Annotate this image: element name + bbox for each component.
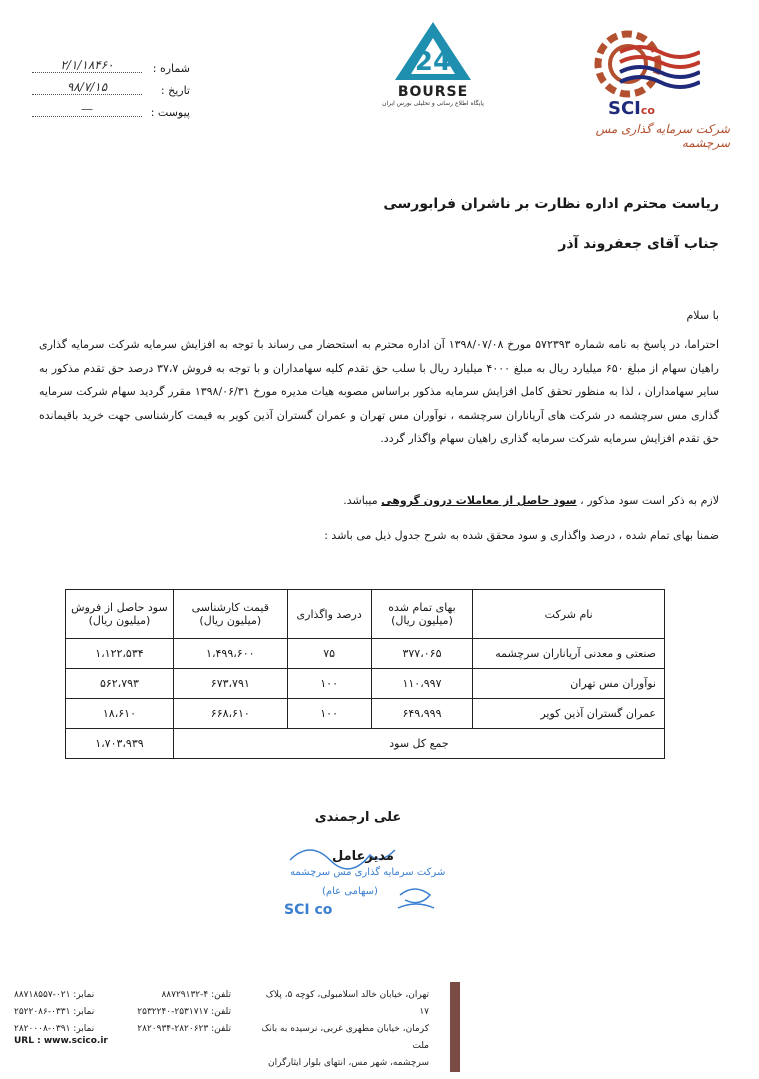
table-row	[66, 699, 665, 729]
cell-cost: ۱۱۰،۹۹۷	[371, 669, 473, 699]
cell-percent: ۱۰۰	[287, 699, 371, 729]
col-profit: سود حاصل از فروش (میلیون ریال)	[66, 590, 174, 639]
table-row	[66, 669, 665, 699]
cell-profit: ۵۶۲،۷۹۳	[66, 669, 174, 699]
total-row	[66, 729, 665, 759]
sci-text: SCIco	[608, 98, 655, 119]
letter-meta	[30, 58, 190, 128]
total-label: جمع کل سود	[173, 729, 664, 759]
footer-fax-kerman: نمابر: ۰۳۳۱-۲۵۲۲۰۸۶	[14, 1007, 95, 1017]
addressee-name: جناب آقای جعفروند آذر	[558, 236, 719, 252]
footer-url: URL : www.scico.ir	[14, 1036, 108, 1046]
col-percent: درصد واگذاری	[287, 590, 371, 639]
number-value: ۲/۱/۱۸۴۶۰	[32, 58, 142, 73]
signer-name: علی ارجمندی	[314, 810, 402, 825]
footer-phones	[137, 987, 231, 1038]
footer-addresses	[259, 987, 429, 1072]
table-row	[66, 639, 665, 669]
gear-wave-icon	[590, 22, 700, 102]
addressee-title: ریاست محترم اداره نظارت بر ناشران فرابورسی	[383, 196, 719, 212]
svg-text:24: 24	[414, 47, 452, 77]
greeting: با سلام	[686, 309, 719, 322]
col-company: نام شرکت	[473, 590, 665, 639]
total-value: ۱،۷۰۳،۹۳۹	[66, 729, 174, 759]
footer-divider	[450, 982, 460, 1072]
bourse-triangle-icon	[393, 20, 473, 82]
stamp-logo: SCI co	[284, 902, 333, 918]
footer-phone-sarcheshmeh: تلفن: ۲۸۲۰۶۲۳-۲۸۲۰۹۳۴	[137, 1024, 231, 1034]
footer-address-tehran: تهران، خیابان خالد اسلامبولی، کوچه ۵، پلاک ۱۷	[265, 990, 429, 1017]
footer-fax-sarcheshmeh: نمابر: ۰۳۹۱-۲۸۲۰۰۰۸	[14, 1024, 95, 1034]
sci-persian-name: شرکت سرمایه گذاری مس سرچشمه	[595, 122, 730, 150]
signer-role: مدیرعامل	[332, 849, 394, 864]
cell-expert: ۱،۴۹۹،۶۰۰	[173, 639, 287, 669]
stamp-company: شرکت سرمایه گذاری مس سرچشمه	[290, 867, 446, 878]
footer-address-sarcheshmeh: سرچشمه، شهر مس، انتهای بلوار ایثارگران	[268, 1058, 429, 1068]
cell-company: صنعتی و معدنی آریاناران سرچشمه	[473, 639, 665, 669]
table-intro: ضمنا بهای تمام شده ، درصد واگذاری و سود محقق شده به شرح جدول ذیل می باشد :	[324, 529, 719, 542]
cell-cost: ۳۷۷،۰۶۵	[371, 639, 473, 669]
footer-fax-tehran: نمابر: ۰۲۱-۸۸۷۱۸۵۵۷	[14, 990, 95, 1000]
col-expert: قیمت کارشناسی (میلیون ریال)	[173, 590, 287, 639]
transfer-table	[65, 589, 665, 759]
cell-company: نوآوران مس تهران	[473, 669, 665, 699]
footer-phone-tehran: تلفن: ۴-۸۸۷۲۹۱۳۲	[161, 990, 231, 1000]
footer-phone-kerman: تلفن: ۲۵۳۱۷۱۷-۲۵۳۲۲۴۰	[137, 1007, 231, 1017]
note-prefix: لازم به ذکر است سود مذکور ،	[580, 494, 719, 507]
cell-percent: ۱۰۰	[287, 669, 371, 699]
attachment-row	[30, 102, 190, 128]
bourse-logo	[378, 20, 488, 107]
stamp-type: (سهامی عام)	[322, 886, 378, 897]
attachment-value: —	[32, 102, 142, 117]
sci-logo	[580, 22, 730, 162]
note-suffix: میباشد.	[343, 494, 378, 507]
letter-body: احتراما، در پاسخ به نامه شماره ۵۷۲۳۹۳ مورخ ۱۳۹۸/۰۷/۰۸ آن اداره محترم به استحضار می رساند با توجه به افزایش سرمایه شرکت سرمایه گذاری راهیان سهام از مبلغ ۶۵۰ میلیارد ریال به مبلغ ۴۰۰۰ میلیارد ریال با سلب حق تقدم کلیه سهامداران و با توجه به فروش ۳۷،۷ درصد حق تقدم مذکور به سایر سهامداران ، لذا به منظور تحقق کامل افزایش سرمایه مذکور براساس مصوبه هیات مدیره مورخ ۱۳۹۸/۰۶/۳۱ مقرر گردید سهام شرکت سرمایه گذاری مس سرچشمه در شرکت های آریاناران سرچشمه ، نوآوران مس تهران و عمران گستران آذین کویر به قیمت کارشناسی جهت خرید باقیمانده حق تقدم افزایش سرمایه شرکت سرمایه گذاری راهیان سهام واگذار گردد.	[39, 338, 720, 446]
col-cost: بهای تمام شده (میلیون ریال)	[371, 590, 473, 639]
cell-profit: ۱۸،۶۱۰	[66, 699, 174, 729]
cell-cost: ۶۴۹،۹۹۹	[371, 699, 473, 729]
footer-faxes	[14, 987, 94, 1038]
attachment-label: پیوست :	[150, 106, 190, 119]
bourse-subtitle: پایگاه اطلاع رسانی و تحلیلی بورس ایران	[382, 100, 484, 107]
number-label: شماره :	[152, 62, 190, 75]
cell-expert: ۶۷۳،۷۹۱	[173, 669, 287, 699]
date-value: ۹۸/۷/۱۵	[32, 80, 142, 95]
note-bold: سود حاصل از معاملات درون گروهی	[381, 494, 577, 507]
profit-note	[343, 494, 719, 507]
cell-company: عمران گستران آذین کویر	[473, 699, 665, 729]
bourse-word: BOURSE	[397, 84, 469, 100]
cell-profit: ۱،۱۲۲،۵۳۴	[66, 639, 174, 669]
date-label: تاریخ :	[160, 84, 190, 97]
cell-expert: ۶۶۸،۶۱۰	[173, 699, 287, 729]
cell-percent: ۷۵	[287, 639, 371, 669]
footer-address-kerman: کرمان، خیابان مطهری غربی، نرسیده به بانک ملت	[261, 1024, 429, 1051]
table-header-row	[66, 590, 665, 639]
company-stamp	[280, 840, 460, 930]
